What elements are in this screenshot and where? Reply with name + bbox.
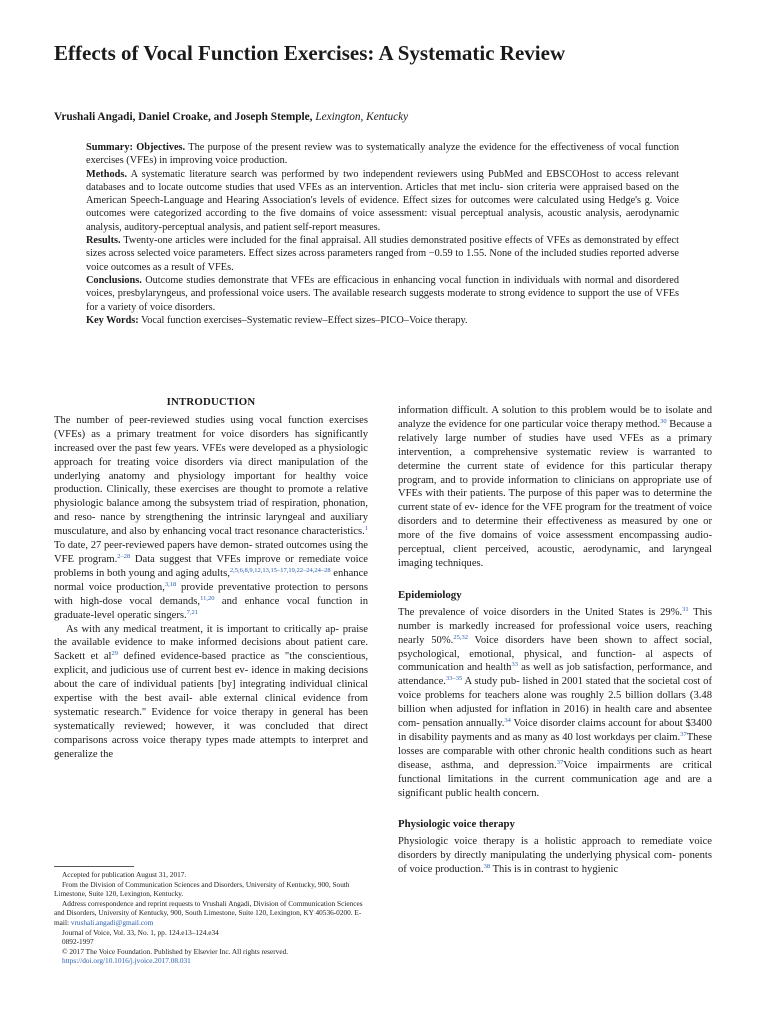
body-text: Voice disorder claims account for about $3400 in disability payments and as many as 40 lost workdays per claim. [398, 718, 712, 743]
intro-text: To date, 27 peer-reviewed papers have demon- strated outcomes using the VFE program. [54, 540, 368, 565]
epidemiology-heading: Epidemiology [398, 588, 462, 601]
footnotes [54, 866, 366, 966]
intro-text: provide preventative protection to persons with high-dose vocal demands, [54, 581, 368, 607]
conclusions-label: Conclusions. [86, 274, 142, 286]
footnote-address [54, 899, 366, 928]
intro-text: As with any medical treatment, it is important to critically ap- praise the available evidence to make informed decisions about patient care. Sackett et al [54, 623, 368, 663]
results-label: Results. [86, 235, 121, 247]
citation-link[interactable]: 33–35 [445, 675, 463, 683]
footnote-issn: 0892-1997 [62, 937, 94, 947]
citation-link[interactable]: 38 [483, 863, 491, 871]
citation-link[interactable]: 1 [364, 525, 368, 533]
body-text: Voice disorders have been shown to affect social, psychological, emotional, physical, and function- al aspects of communication and health [398, 634, 712, 674]
conclusions-text: Outcome studies demonstrate that VFEs are efficacious in enhancing vocal function in individuals with normal and disordered voices, presbylaryngeus, and professional voice users. The available research suggests moderate to strong evidence to support the use of VFEs for a variety of voice disorders. [86, 274, 679, 313]
body-text: Because a relatively large number of studies have used VFEs as a primary intervention, a comprehensive systematic review is warranted to determine the current state of evidence for this particular therapy program, and to provide information to clinicians on appropriate use of VFEs with their patients. The purpose of this paper was to determine the current state of ev- idence for the VFE program for the treatment of voice disorders and to determine their effectiveness as measured by one or more of the five domains of voice assessment encompassing audio- perceptual, client perceived, acoustic, aerodynamic, and laryngeal imaging techniques. [398, 418, 712, 569]
body-text: information difficult. A solution to this problem would be to isolate and analyze the evidence for one particular voice therapy method. [398, 405, 712, 430]
abstract-objectives [86, 141, 679, 168]
keywords-text: Vocal function exercises–Systematic review–Effect sizes–PICO–Voice therapy. [141, 314, 468, 326]
objectives-text: The purpose of the present review was to systematically analyze the evidence for the effectiveness of vocal function exercises (VFEs) in improving voice production. [86, 142, 680, 167]
footnote-journal: Journal of Voice, Vol. 33, No. 1, pp. 124.e13–124.e34 [62, 927, 219, 937]
citation-link[interactable]: 2,5,6,8,9,12,13,15–17,19,22–24,24–28 [229, 566, 331, 574]
address-text: Address correspondence and reprint requests to Vrushali Angadi, Division of Communication Sciences and Disorders, University of Kentucky, 900, South Limestone, Suite 120, Lexington, KY 40536-0200. E-mail: [54, 898, 363, 927]
intro-text: Data suggest that VFEs improve or remediate voice problems in both young and aging adults, [54, 553, 368, 579]
author-line [54, 110, 674, 124]
body-text: Physiologic voice therapy is a holistic approach to remediate voice disorders by directly manipulating the underlying physical com- ponents of voice production. [398, 836, 712, 876]
epidemiology-paragraph [398, 606, 712, 801]
citation-link[interactable]: 2–28 [117, 552, 131, 560]
introduction-heading: INTRODUCTION [166, 396, 256, 408]
citation-link[interactable]: 29 [111, 650, 118, 658]
author-names: Vrushali Angadi, Daniel Croake, and Joseph Stemple, [54, 111, 313, 123]
abstract-methods [86, 168, 679, 234]
body-text: This is in contrast to hygienic [490, 864, 619, 876]
results-text: Twenty-one articles were included for the final appraisal. All studies demonstrated positive effects of VFEs as demonstrated by effect sizes across selected voice parameters. Effect sizes across parameters ranged from −0.59 to 1.55. None of the included studies reported adverse voice outcomes as a result of VFEs. [86, 235, 679, 273]
physiologic-paragraph [398, 835, 712, 877]
body-text: The prevalence of voice disorders in the United States is 29%. [398, 606, 683, 618]
citation-link[interactable]: 33 [511, 661, 518, 669]
email-link[interactable]: vrushali.angadi@gmail.com [70, 917, 154, 927]
intro-paragraph-1 [54, 414, 368, 623]
intro-text: and enhance vocal function in graduate-level operatic singers. [54, 595, 368, 621]
body-text: Voice impairments are critical functional limitations in the current communication age and are a significant public health concern. [398, 759, 713, 799]
intro-paragraph-2 [54, 623, 368, 762]
footnote-accepted: Accepted for publication August 31, 2017. [62, 870, 187, 879]
citation-link[interactable]: 37 [680, 730, 687, 738]
left-column [54, 396, 368, 762]
methods-text: A systematic literature search was performed by two independent reviewers using PubMed and EBSCOHost to access relevant databases and to locate outcome studies that used VFEs as an intervention. Articles that met inclu- sion criteria were appraised based on the American Speech-Language and Hearing Association's levels of evidence. Effect sizes for outcomes were calculated using Hedge's g. Voice outcomes were categorized according to the five domains of voice assessment: visual perceptual analysis, acoustic analysis, aerodynamic analysis, auditory-perceptual analysis, and patient self-report measures. [86, 168, 679, 233]
citation-link[interactable]: 11,20 [200, 594, 215, 602]
citation-link[interactable]: 37 [556, 758, 564, 766]
body-text: This number is markedly increased for professional voice users, reaching nearly 50%. [398, 606, 712, 646]
intro-continued [398, 404, 712, 571]
citation-link[interactable]: 30 [660, 417, 667, 425]
citation-link[interactable]: 7,21 [186, 608, 199, 616]
abstract [86, 141, 679, 327]
physiologic-therapy-heading: Physiologic voice therapy [398, 818, 515, 831]
summary-label: Summary: [86, 142, 133, 153]
citation-link[interactable]: 25,32 [453, 633, 468, 641]
body-text: These losses are comparable with other chronic health conditions such as heart disease, asthma, and depression. [398, 731, 712, 771]
doi-link[interactable]: https://doi.org/10.1016/j.jvoice.2017.08.031 [62, 956, 191, 966]
footnote-divider [54, 866, 134, 867]
methods-label: Methods. [86, 168, 127, 180]
abstract-conclusions [86, 274, 679, 314]
body-text: as well as job satisfaction, performance, and attendance. [398, 662, 712, 688]
intro-text: enhance normal voice production, [54, 567, 368, 593]
footnote-copyright: © 2017 The Voice Foundation. Published by Elsevier Inc. All rights reserved. [62, 946, 289, 956]
abstract-results [86, 234, 679, 274]
body-text: A study pub- lished in 2001 stated that the societal cost of voice problems for teachers alone was roughly 2.5 billion dollars (3.48 billion when adjusted for inflation in 2016) in health care and absentee com- pensation annually. [398, 676, 712, 730]
article-title: Effects of Vocal Function Exercises: A Systematic Review [54, 41, 566, 65]
keywords-label: Key Words: [86, 314, 139, 326]
footnote-affiliation: From the Division of Communication Sciences and Disorders, University of Kentucky, 900, South Limestone, Suite 120, Lexington, Kentucky. [54, 879, 350, 899]
intro-text: defined evidence-based practice as "the conscientious, explicit, and judicious use of current best ev- idence in making decisions about the care of individual patients [by] integrating individual clinical expertise with the best avail- able external clinical evidence from systematic research." Evidence for voice therapy in general has been systematically reviewed; however, it was concluded that direct comparisons across voice therapy types made attempts to interpret and generalize the [54, 651, 368, 760]
abstract-keywords [86, 314, 679, 327]
right-column [398, 404, 712, 877]
intro-text: The number of peer-reviewed studies using vocal function exercises (VFEs) as a primary treatment for voice disorders has significantly increased over the past few years. VFEs were developed as a physiologic approach for treating voice disorders via direct manipulation of the underlying anatomy and physiology important for healthy voice production. Clinically, these exercises are thought to promote a relative physiologic balance among the subsystem triad of respiration, phonation, and reso- nance by strengthening the intrinsic laryngeal and auxiliary musculature, and also by enhancing vocal tract resonance characteristics. [54, 414, 368, 538]
citation-link[interactable]: 31 [682, 605, 689, 613]
objectives-label: Objectives. [136, 142, 186, 153]
citation-link[interactable]: 34 [504, 717, 511, 725]
citation-link[interactable]: 3,18 [164, 580, 177, 588]
author-location: Lexington, Kentucky [315, 111, 409, 123]
